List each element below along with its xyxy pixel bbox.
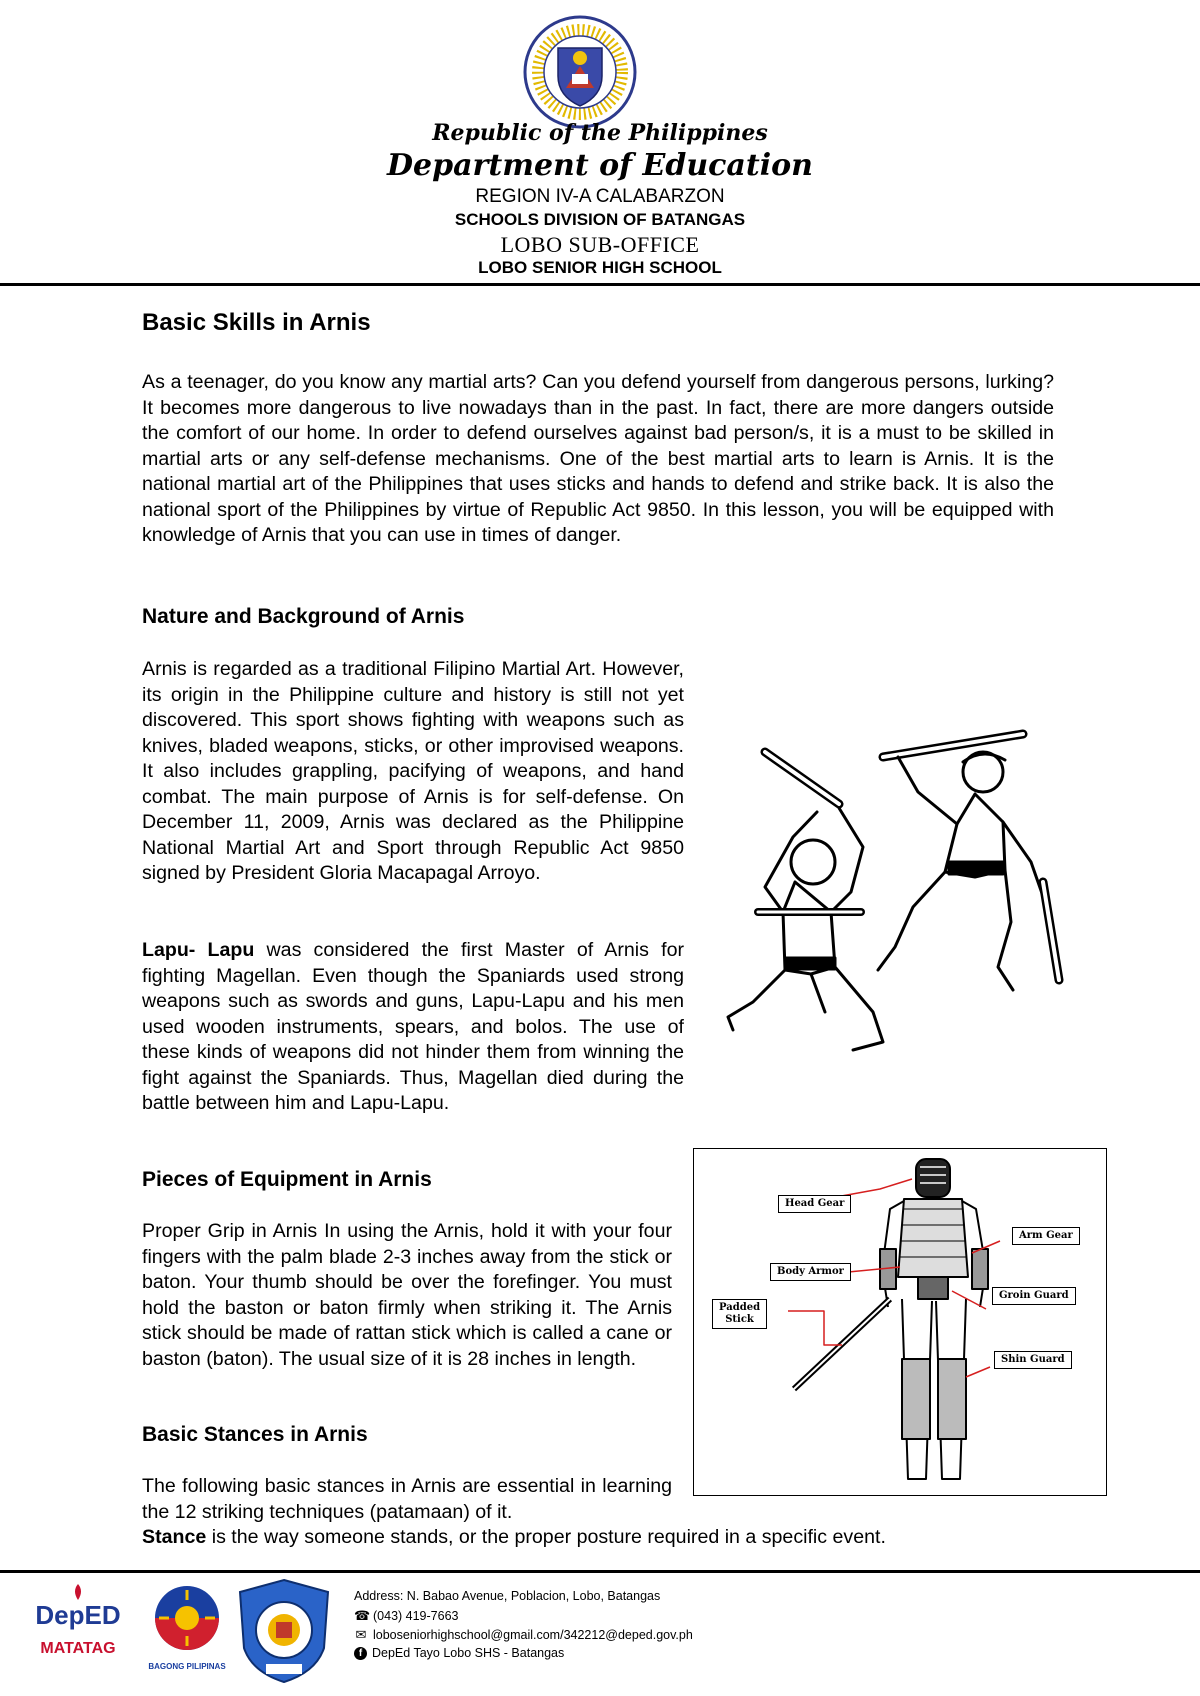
equipment-diagram [693, 1148, 1107, 1496]
nature-paragraph: Arnis is regarded as a traditional Filipino Martial Art. However, its origin in the Philippine culture and history is still not yet discovered. This sport shows fighting with weapons such as knives, bladed weapons, sticks, or other improvised weapons. It also includes grappling, pacifying of weapons, and hand combat. The main purpose of Arnis is for self-defense. On December 11, 2009, Arnis was declared as the Philippine National Martial Art and Sport through Republic Act 9850 signed by President Gloria Macapagal Arroyo. [142, 658, 684, 884]
header-divider [0, 283, 1200, 286]
stance-term: Stance [142, 1526, 207, 1548]
footer-email[interactable] [354, 1627, 693, 1643]
label-padded-stick-line1: Padded [719, 1302, 761, 1313]
phone-text: (043) 419-7663 [373, 1609, 459, 1623]
bagong-pilipinas-emblem-icon [152, 1582, 222, 1656]
label-padded-stick-line2: Stick [725, 1314, 754, 1325]
email-text[interactable]: loboseniorhighschool@gmail.com/342212@deped.gov.ph [373, 1628, 693, 1642]
footer-facebook[interactable] [354, 1646, 564, 1660]
address-text: Address: N. Babao Avenue, Poblacion, Lobo, Batangas [354, 1589, 661, 1603]
footer-address [354, 1589, 660, 1603]
footer-phone [354, 1608, 458, 1624]
arnis-fighters-illustration [713, 712, 1113, 1112]
lapu-lapu-text: was considered the first Master of Arnis for fighting Magellan. Even though the Spaniards used strong weapons such as swords and guns, Lapu-Lapu and his men used wooden instruments, spears, and bolos. The use of these kinds of weapons did not hinder them from winning the fight against the Spaniards. Thus, Magellan died during the battle between him and Lapu-Lapu. [142, 939, 684, 1114]
label-padded-stick [712, 1299, 767, 1329]
label-shin-guard: Shin Guard [994, 1351, 1072, 1369]
lapu-lapu-name: Lapu- Lapu [142, 939, 255, 961]
deped-matatag-logo [30, 1582, 126, 1682]
equipment-heading: Pieces of Equipment in Arnis [142, 1168, 432, 1191]
label-head-gear: Head Gear [778, 1195, 851, 1213]
label-groin-guard: Groin Guard [992, 1287, 1076, 1305]
stance-definition [142, 1525, 1054, 1551]
sub-office-label: LOBO SUB-OFFICE [500, 232, 700, 257]
stance-definition-text: is the way someone stands, or the proper posture required in a specific event. [206, 1526, 886, 1548]
stances-heading: Basic Stances in Arnis [142, 1423, 368, 1446]
matatag-wordmark: MATATAG [40, 1640, 116, 1657]
bagong-pilipinas-text: BAGONG PILIPINAS [148, 1662, 226, 1671]
deped-seal-icon [522, 14, 638, 130]
lobo-shs-seal-icon [236, 1578, 332, 1684]
facebook-text[interactable]: DepEd Tayo Lobo SHS - Batangas [372, 1646, 565, 1660]
region-label: REGION IV-A CALABARZON [475, 186, 725, 207]
republic-heading: Republic of the Philippines [432, 120, 768, 146]
phone-icon: ☎ [354, 1608, 371, 1623]
footer-divider [0, 1570, 1200, 1573]
equipment-paragraph: Proper Grip in Arnis In using the Arnis, hold it with your four fingers with the palm blade 2-3 inches away from the stick or baton. Your thumb should be over the forefinger. You must hold the baston or baton firmly when striking it. The Arnis stick should be made of rattan stick which is called a cane or baston (baton). The usual size of it is 28 inches in length. [142, 1220, 672, 1370]
bagong-pilipinas-logo [140, 1582, 234, 1682]
department-heading: Department of Education [387, 148, 813, 183]
label-body-armor: Body Armor [770, 1263, 851, 1281]
deped-wordmark: DepED [35, 1600, 121, 1630]
nature-heading: Nature and Background of Arnis [142, 605, 465, 628]
page-title: Basic Skills in Arnis [142, 309, 371, 336]
division-label: SCHOOLS DIVISION OF BATANGAS [454, 210, 746, 229]
torch-icon [68, 1582, 88, 1602]
mail-icon: ✉ [355, 1627, 367, 1642]
school-label: LOBO SENIOR HIGH SCHOOL [478, 258, 722, 277]
label-arm-gear: Arm Gear [1012, 1227, 1080, 1245]
intro-paragraph: As a teenager, do you know any martial arts? Can you defend yourself from dangerous persons, lurking? It becomes more dangerous to live nowadays than in the past. In fact, there are more dangers outside the comfort of our home. In order to defend ourselves against bad person/s, it is a must to be skilled in martial arts or any self-defense mechanisms. One of the best martial arts to learn is Arnis. It is the national martial art of the Philippines that uses sticks and hands to defend and strike back. It is also the national sport of the Philippines by virtue of Republic Act 9850. In this lesson, you will be equipped with knowledge of Arnis that you can use in times of danger. [142, 371, 1054, 546]
stances-paragraph: The following basic stances in Arnis are essential in learning the 12 striking techniques (patamaan) of it. [142, 1475, 672, 1523]
lapu-lapu-paragraph [142, 938, 684, 1117]
facebook-icon: f [354, 1647, 367, 1660]
